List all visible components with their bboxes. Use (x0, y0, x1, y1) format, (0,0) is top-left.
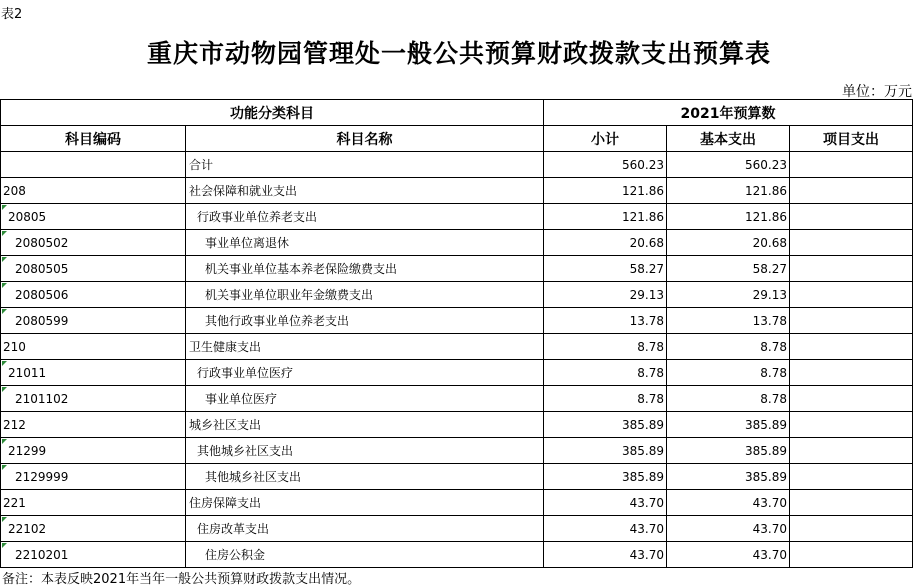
cell-project (790, 256, 913, 282)
cell-name: 社会保障和就业支出 (186, 178, 544, 204)
cell-basic: 121.86 (667, 204, 790, 230)
cell-project (790, 152, 913, 178)
cell-name: 住房保障支出 (186, 490, 544, 516)
table-row (1, 334, 913, 360)
cell-name: 事业单位医疗 (186, 386, 544, 412)
cell-basic: 43.70 (667, 516, 790, 542)
table-row (1, 178, 913, 204)
cell-code: 2080502 (1, 230, 186, 256)
header-code: 科目编码 (1, 126, 186, 152)
cell-subtotal: 58.27 (544, 256, 667, 282)
table-row (1, 464, 913, 490)
cell-code: 2080505 (1, 256, 186, 282)
cell-name: 机关事业单位基本养老保险缴费支出 (186, 256, 544, 282)
cell-code: 210 (1, 334, 186, 360)
cell-basic: 8.78 (667, 334, 790, 360)
cell-code: 2080599 (1, 308, 186, 334)
cell-name: 其他城乡社区支出 (186, 464, 544, 490)
cell-basic: 29.13 (667, 282, 790, 308)
table-row (1, 490, 913, 516)
table-label: 表2 (1, 7, 23, 22)
cell-subtotal: 121.86 (544, 204, 667, 230)
cell-basic: 385.89 (667, 464, 790, 490)
header-row-columns (1, 126, 913, 152)
cell-name: 行政事业单位医疗 (186, 360, 544, 386)
cell-project (790, 360, 913, 386)
header-basic: 基本支出 (667, 126, 790, 152)
cell-project (790, 178, 913, 204)
cell-name: 城乡社区支出 (186, 412, 544, 438)
table-row (1, 256, 913, 282)
cell-code: 221 (1, 490, 186, 516)
cell-subtotal: 29.13 (544, 282, 667, 308)
cell-subtotal: 560.23 (544, 152, 667, 178)
table-row (1, 360, 913, 386)
cell-subtotal: 43.70 (544, 490, 667, 516)
table-row (1, 386, 913, 412)
cell-subtotal: 43.70 (544, 542, 667, 568)
budget-table (0, 99, 913, 568)
cell-basic: 385.89 (667, 438, 790, 464)
cell-basic: 8.78 (667, 360, 790, 386)
cell-project (790, 438, 913, 464)
cell-basic: 8.78 (667, 386, 790, 412)
cell-project (790, 542, 913, 568)
cell-code: 2210201 (1, 542, 186, 568)
cell-basic: 43.70 (667, 542, 790, 568)
cell-code: 208 (1, 178, 186, 204)
cell-subtotal: 385.89 (544, 464, 667, 490)
cell-subtotal: 13.78 (544, 308, 667, 334)
cell-project (790, 204, 913, 230)
cell-name: 卫生健康支出 (186, 334, 544, 360)
cell-name: 机关事业单位职业年金缴费支出 (186, 282, 544, 308)
cell-name: 其他行政事业单位养老支出 (186, 308, 544, 334)
header-subtotal: 小计 (544, 126, 667, 152)
cell-code: 22102 (1, 516, 186, 542)
table-row (1, 412, 913, 438)
unit-label: 单位：万元 (842, 84, 912, 100)
cell-code: 2101102 (1, 386, 186, 412)
cell-code (1, 152, 186, 178)
cell-project (790, 412, 913, 438)
cell-code: 20805 (1, 204, 186, 230)
table-row (1, 438, 913, 464)
page-title: 重庆市动物园管理处一般公共预算财政拨款支出预算表 (146, 39, 771, 68)
cell-subtotal: 385.89 (544, 412, 667, 438)
cell-project (790, 516, 913, 542)
cell-basic: 58.27 (667, 256, 790, 282)
cell-project (790, 308, 913, 334)
table-body (1, 152, 913, 568)
cell-subtotal: 8.78 (544, 386, 667, 412)
cell-subtotal: 121.86 (544, 178, 667, 204)
cell-subtotal: 20.68 (544, 230, 667, 256)
header-function-category: 功能分类科目 (1, 100, 544, 126)
table-row (1, 542, 913, 568)
cell-basic: 13.78 (667, 308, 790, 334)
cell-code: 21011 (1, 360, 186, 386)
cell-name: 行政事业单位养老支出 (186, 204, 544, 230)
cell-code: 212 (1, 412, 186, 438)
cell-project (790, 464, 913, 490)
table-row (1, 152, 913, 178)
cell-project (790, 386, 913, 412)
header-project: 项目支出 (790, 126, 913, 152)
table-row (1, 230, 913, 256)
cell-code: 21299 (1, 438, 186, 464)
footnote: 备注：本表反映2021年当年一般公共预算财政拨款支出情况。 (2, 572, 361, 587)
header-budget-year: 2021年预算数 (544, 100, 913, 126)
table-row (1, 308, 913, 334)
cell-project (790, 334, 913, 360)
header-row-group (1, 100, 913, 126)
cell-project (790, 230, 913, 256)
cell-basic: 121.86 (667, 178, 790, 204)
cell-basic: 560.23 (667, 152, 790, 178)
cell-project (790, 282, 913, 308)
table-row (1, 516, 913, 542)
cell-subtotal: 43.70 (544, 516, 667, 542)
cell-code: 2129999 (1, 464, 186, 490)
table-row (1, 282, 913, 308)
header-name: 科目名称 (186, 126, 544, 152)
cell-name: 住房改革支出 (186, 516, 544, 542)
cell-subtotal: 8.78 (544, 360, 667, 386)
cell-subtotal: 8.78 (544, 334, 667, 360)
table-row (1, 204, 913, 230)
cell-code: 2080506 (1, 282, 186, 308)
cell-name: 事业单位离退休 (186, 230, 544, 256)
cell-name: 其他城乡社区支出 (186, 438, 544, 464)
cell-basic: 385.89 (667, 412, 790, 438)
cell-project (790, 490, 913, 516)
cell-subtotal: 385.89 (544, 438, 667, 464)
cell-name: 住房公积金 (186, 542, 544, 568)
cell-basic: 43.70 (667, 490, 790, 516)
cell-basic: 20.68 (667, 230, 790, 256)
cell-name: 合计 (186, 152, 544, 178)
